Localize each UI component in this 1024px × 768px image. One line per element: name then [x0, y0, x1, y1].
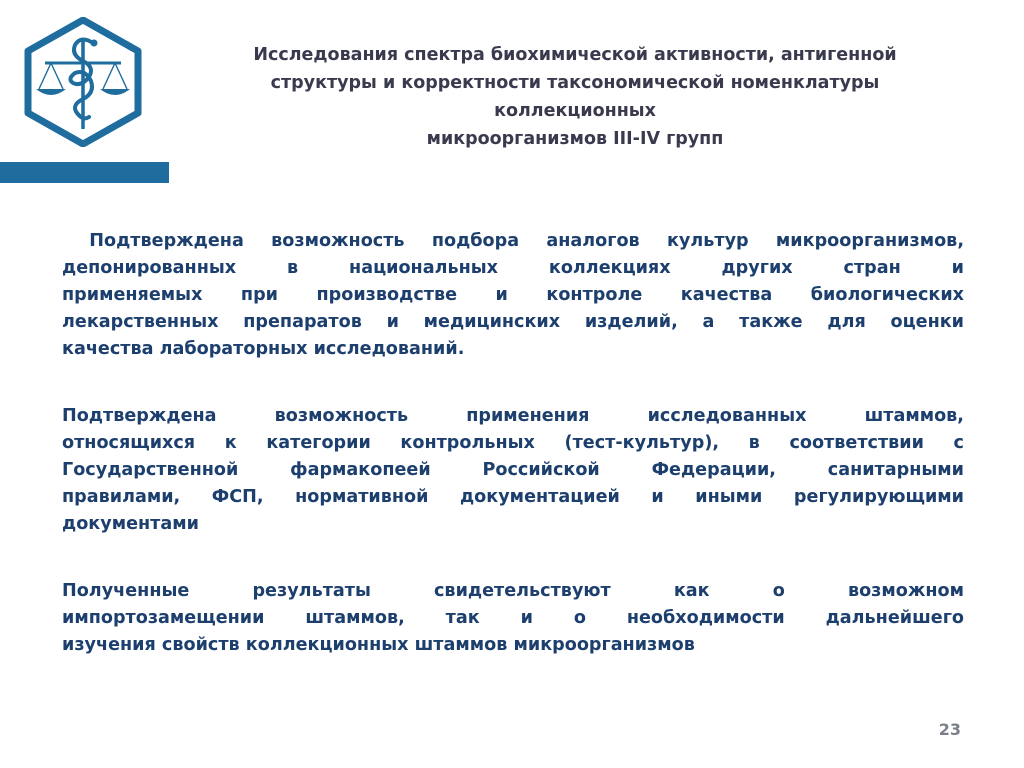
- title-line: структуры и корректности таксономической номенклатуры: [270, 73, 880, 93]
- paragraph-line: правилами, ФСП, нормативной документацией и иными регулирующими: [62, 487, 964, 507]
- slide-title: [180, 41, 970, 153]
- title-line: Исследования спектра биохимической активности, антигенной: [253, 45, 897, 65]
- paragraph-line: Подтверждена возможность подбора аналогов культур микроорганизмов,: [62, 231, 964, 251]
- title-line: коллекционных: [494, 101, 656, 121]
- paragraph-line: качества лабораторных исследований.: [62, 339, 465, 359]
- paragraph-line: лекарственных препаратов и медицинских изделий, а также для оценки: [62, 312, 964, 332]
- paragraph-line: депонированных в национальных коллекциях других стран и: [62, 258, 964, 278]
- paragraph-2: [62, 403, 964, 538]
- paragraph-line: относящихся к категории контрольных (тест-культур), в соответствии с: [62, 433, 964, 453]
- paragraph-1: [62, 228, 964, 363]
- paragraph-line: изучения свойств коллекционных штаммов микроорганизмов: [62, 635, 695, 655]
- paragraph-3: [62, 578, 964, 659]
- paragraph-line: импортозамещении штаммов, так и о необходимости дальнейшего: [62, 608, 964, 628]
- caduceus-scales-hexagon-logo-icon: [23, 17, 143, 147]
- paragraph-line: документами: [62, 514, 199, 534]
- paragraph-line: применяемых при производстве и контроле качества биологических: [62, 285, 964, 305]
- accent-bar: [0, 162, 169, 183]
- paragraph-line: Государственной фармакопеей Российской Федерации, санитарными: [62, 460, 964, 480]
- paragraph-line: Полученные результаты свидетельствуют как о возможном: [62, 581, 964, 601]
- page-number: 23: [938, 720, 961, 739]
- title-line: микроорганизмов III-IV групп: [426, 129, 724, 149]
- paragraph-line: Подтверждена возможность применения исследованных штаммов,: [62, 406, 964, 426]
